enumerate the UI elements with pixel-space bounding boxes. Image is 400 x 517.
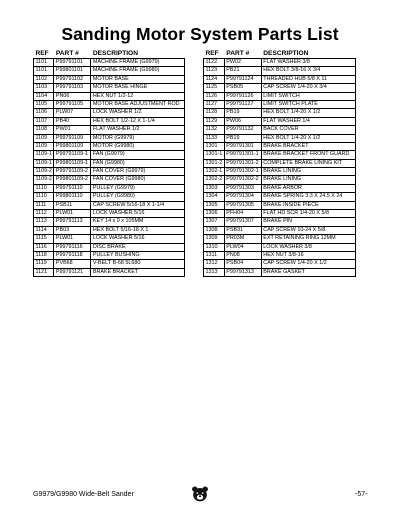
description-cell: MOTOR BASE HINGE: [91, 84, 185, 92]
ref-cell: 1110: [34, 193, 54, 201]
description-cell: MOTOR BASE ADJUSTMENT ROD: [91, 100, 185, 108]
part-number-cell: PB40: [54, 117, 91, 125]
description-cell: MOTOR BASE: [91, 75, 185, 83]
description-column-header: DESCRIPTION: [263, 50, 309, 58]
description-cell: PULLEY (G9980): [91, 193, 185, 201]
part-number-cell: PSB05: [224, 84, 261, 92]
part-number-cell: PB03: [54, 226, 91, 234]
footer-model-name: G9979/G9980 Wide-Belt Sander: [33, 491, 134, 498]
table-row: [204, 134, 356, 142]
description-cell: CAP SCREW 5/16-18 X 1-1/4: [91, 201, 185, 209]
ref-cell: 1116: [34, 243, 54, 251]
description-cell: MACHINE FRAME (G9980): [91, 67, 185, 75]
description-cell: BRAKE PIN: [261, 218, 355, 226]
ref-column-header: REF: [35, 50, 49, 58]
part-number-cell: PSB11: [54, 201, 91, 209]
part-number-cell: P99791116: [54, 243, 91, 251]
table-row: [204, 235, 356, 243]
ref-cell: 1125: [204, 84, 225, 92]
ref-cell: 1108: [34, 126, 54, 134]
table-row: [34, 126, 185, 134]
ref-cell: 1301-2: [205, 159, 223, 166]
table-row: [34, 218, 185, 226]
part-number-cell: P99791303: [224, 184, 261, 192]
ref-cell: 1115: [34, 235, 54, 243]
description-cell: HEX NUT 3/8-16: [261, 251, 355, 259]
description-cell: LOCK WASHER 3/8: [261, 243, 355, 251]
ref-cell: 1303: [204, 184, 225, 192]
part-number-cell: PVB68: [54, 260, 91, 268]
ref-cell: 1308: [204, 226, 225, 234]
table-row: [34, 134, 185, 142]
ref-cell: 1118: [34, 251, 54, 259]
table-row: [204, 92, 356, 100]
ref-cell: 1127: [204, 100, 225, 108]
table-row: [204, 59, 356, 67]
table-row: [34, 117, 185, 125]
part-number-cell: P99791301-1: [224, 151, 261, 159]
ref-cell: 1302-2: [205, 176, 223, 183]
table-row: [34, 75, 185, 83]
parts-table-left-body: [34, 59, 185, 277]
description-cell: EXT RETAINING RING 12MM: [261, 235, 355, 243]
part-number-cell: P99791109: [54, 134, 91, 142]
description-cell: MOTOR (G9979): [91, 134, 185, 142]
bear-head-logo-icon: [191, 485, 209, 503]
part-number-cell: P99801101: [54, 67, 91, 75]
description-cell: CAP SCREW 10-24 X 5/8: [261, 226, 355, 234]
ref-cell: 1312: [204, 260, 225, 268]
ref-cell: 1313: [204, 268, 225, 276]
part-number-cell: PB19: [224, 134, 261, 142]
part-number-cell: PR03M: [224, 235, 261, 243]
table-row: [204, 109, 356, 117]
ref-cell: 1123: [204, 67, 225, 75]
description-cell: CAP SCREW 1/4-20 X 1/2: [261, 260, 355, 268]
description-cell: COMPLETE BRAKE LINING KIT: [261, 159, 355, 167]
table-row: [34, 84, 185, 92]
description-cell: HEX BOLT 1/4-20 X 1/2: [261, 109, 355, 117]
table-row: [34, 176, 185, 184]
ref-cell: 1121: [34, 268, 54, 276]
parts-table-right-body: [204, 59, 356, 277]
table-row: [34, 210, 185, 218]
part-column-header: PART #: [55, 50, 79, 58]
part-number-cell: P99791105: [54, 100, 91, 108]
description-cell: BRAKE GASKET: [261, 268, 355, 276]
part-number-cell: PLW01: [54, 210, 91, 218]
table-row: [34, 251, 185, 259]
description-cell: HEX BOLT 5/16-18 X 1: [91, 226, 185, 234]
ref-cell: 1301: [204, 142, 225, 150]
ref-cell: 1111: [34, 201, 54, 209]
ref-column-header: REF: [205, 50, 219, 58]
ref-cell: 1307: [204, 218, 225, 226]
description-cell: CAP SCREW 1/4-20 X 3/4: [261, 84, 355, 92]
part-number-cell: PN08: [224, 251, 261, 259]
ref-cell: 1109-1: [35, 151, 52, 158]
ref-cell: 1113: [34, 218, 54, 226]
description-cell: LOCK WASHER 1/2: [91, 109, 185, 117]
description-cell: HEX BOLT 3/8-16 X 3/4: [261, 67, 355, 75]
ref-cell: 1301-1: [205, 151, 223, 158]
part-number-cell: P99791118: [54, 251, 91, 259]
part-number-cell: PB19: [224, 109, 261, 117]
parts-table-right: [203, 48, 356, 277]
part-number-cell: P99791127: [224, 100, 261, 108]
description-cell: FAN (G9980): [91, 159, 185, 167]
table-row: [34, 235, 185, 243]
ref-cell: 1309: [204, 235, 225, 243]
ref-cell: 1110: [34, 184, 54, 192]
table-row: [204, 159, 356, 167]
part-number-cell: PFH04: [224, 210, 261, 218]
ref-cell: 1306: [204, 210, 225, 218]
part-number-cell: P99791301: [224, 142, 261, 150]
ref-cell: 1109: [34, 134, 54, 142]
table-row: [34, 142, 185, 150]
part-number-cell: PW01: [54, 126, 91, 134]
description-cell: BRAKE LINING: [261, 176, 355, 184]
ref-cell: 1124: [204, 75, 225, 83]
description-cell: LOCK WASHER 5/16: [91, 210, 185, 218]
table-row: [204, 75, 356, 83]
ref-cell: 1126: [204, 92, 225, 100]
description-cell: BRAKE BRACKET FRONT GUARD: [261, 151, 355, 159]
ref-cell: 1109-2: [35, 176, 52, 183]
ref-cell: 1310: [204, 243, 225, 251]
table-row: [34, 201, 185, 209]
table-row: [204, 126, 356, 134]
table-row: [204, 201, 356, 209]
part-number-cell: P99791109-2: [54, 168, 91, 176]
table-row: [34, 268, 185, 276]
ref-cell: 1106: [34, 109, 54, 117]
part-number-cell: PW02: [224, 59, 261, 67]
table-row: [34, 226, 185, 234]
part-number-cell: PLW01: [54, 235, 91, 243]
ref-cell: 1305: [204, 201, 225, 209]
description-cell: BRAKE SPRING 3.3 X 24.5 X 24: [261, 193, 355, 201]
table-row: [204, 168, 356, 176]
ref-cell: 1103: [34, 84, 54, 92]
table-row: [204, 226, 356, 234]
table-row: [34, 243, 185, 251]
description-cell: LIMIT SWITCH PLATE: [261, 100, 355, 108]
ref-cell: 1101: [34, 59, 54, 67]
ref-cell: 1109: [34, 142, 54, 150]
table-header-row: [34, 48, 185, 59]
part-number-cell: P99801109-2: [54, 176, 91, 184]
part-number-cell: P99791101: [54, 59, 91, 67]
description-cell: BRAKE ARBOR: [261, 184, 355, 192]
table-row: [204, 176, 356, 184]
part-number-cell: P99791313: [224, 268, 261, 276]
page-title: Sanding Motor System Parts List: [61, 24, 339, 44]
part-number-cell: P99791305: [224, 201, 261, 209]
description-cell: HEX BOLT 1/2-12 X 1-1/4: [91, 117, 185, 125]
table-row: [34, 168, 185, 176]
table-row: [204, 268, 356, 276]
description-cell: MOTOR (G9980): [91, 142, 185, 150]
ref-cell: 1132: [204, 126, 225, 134]
description-cell: BRAKE BRACKET: [261, 142, 355, 150]
ref-cell: 1112: [34, 210, 54, 218]
table-row: [204, 67, 356, 75]
part-number-cell: P99791304: [224, 193, 261, 201]
description-cell: BACK COVER: [261, 126, 355, 134]
description-cell: FLAT HD SCR 1/4-20 X 5/8: [261, 210, 355, 218]
part-number-cell: PN06: [54, 92, 91, 100]
table-row: [204, 218, 356, 226]
description-cell: HEX BOLT 1/4-20 X 1/2: [261, 134, 355, 142]
description-cell: MACHINE FRAME (G9979): [91, 59, 185, 67]
description-cell: LOCK WASHER 5/16: [91, 235, 185, 243]
ref-cell: 1107: [34, 117, 54, 125]
part-number-cell: P99791302-1: [224, 168, 261, 176]
description-cell: BRAKE BRACKET: [91, 268, 185, 276]
part-number-cell: P99791132: [224, 126, 261, 134]
ref-cell: 1114: [34, 226, 54, 234]
part-number-cell: P99801109-1: [54, 159, 91, 167]
table-row: [204, 84, 356, 92]
part-number-cell: P99791102: [54, 75, 91, 83]
ref-cell: 1101: [34, 67, 54, 75]
table-row: [204, 251, 356, 259]
part-number-cell: PB21: [224, 67, 261, 75]
part-number-cell: PSB04: [224, 260, 261, 268]
part-number-cell: P99791307: [224, 218, 261, 226]
part-number-cell: PW06: [224, 117, 261, 125]
table-row: [34, 109, 185, 117]
table-row: [204, 243, 356, 251]
description-cell: HEX NUT 1/2-12: [91, 92, 185, 100]
table-row: [34, 100, 185, 108]
part-column-header: PART #: [226, 50, 250, 58]
part-number-cell: P99791109-1: [54, 151, 91, 159]
table-row: [34, 59, 185, 67]
description-cell: BRAKE INSIDE PIECE: [261, 201, 355, 209]
table-row: [204, 184, 356, 192]
description-cell: PULLEY BUSHING: [91, 251, 185, 259]
table-row: [34, 184, 185, 192]
description-cell: FLAT WASHER 1/2: [91, 126, 185, 134]
ref-cell: 1304: [204, 193, 225, 201]
description-cell: THREADED HUB 5/8 X 11: [261, 75, 355, 83]
ref-cell: 1302-1: [205, 168, 223, 175]
part-number-cell: PLW07: [54, 109, 91, 117]
table-row: [204, 151, 356, 159]
part-number-cell: P99791121: [54, 268, 91, 276]
description-cell: FLAT WASHER 1/4: [261, 117, 355, 125]
part-number-cell: P99801110: [54, 193, 91, 201]
description-cell: DISC BRAKE: [91, 243, 185, 251]
ref-cell: 1122: [204, 59, 225, 67]
table-row: [204, 193, 356, 201]
description-cell: FLAT WASHER 3/8: [261, 59, 355, 67]
table-row: [204, 210, 356, 218]
description-cell: FAN COVER (G9979): [91, 168, 185, 176]
table-row: [34, 159, 185, 167]
part-number-cell: P99791113: [54, 218, 91, 226]
ref-cell: 1105: [34, 100, 54, 108]
page-number: -57-: [355, 491, 368, 498]
table-header-row: [204, 48, 356, 59]
table-row: [34, 193, 185, 201]
table-row: [34, 151, 185, 159]
description-cell: LIMIT SWITCH: [261, 92, 355, 100]
parts-table-left: [33, 48, 185, 277]
part-number-cell: P99801109: [54, 142, 91, 150]
ref-cell: 1109-2: [35, 168, 52, 175]
description-cell: BRAKE LINING: [261, 168, 355, 176]
table-row: [204, 100, 356, 108]
description-cell: FAN COVER (G9980): [91, 176, 185, 184]
table-row: [204, 260, 356, 268]
part-number-cell: PLW04: [224, 243, 261, 251]
description-cell: PULLEY (G9979): [91, 184, 185, 192]
ref-cell: 1311: [204, 251, 225, 259]
table-row: [204, 117, 356, 125]
part-number-cell: P99791301-2: [224, 159, 261, 167]
description-cell: KEY 14 x 9 x 105MM: [91, 218, 185, 226]
ref-cell: 1129: [204, 117, 225, 125]
ref-cell: 1104: [34, 92, 54, 100]
ref-cell: 1128: [204, 109, 225, 117]
table-row: [34, 67, 185, 75]
ref-cell: 1109-1: [35, 159, 52, 166]
table-row: [34, 260, 185, 268]
part-number-cell: P99791103: [54, 84, 91, 92]
part-number-cell: P99791302-2: [224, 176, 261, 184]
description-column-header: DESCRIPTION: [92, 50, 138, 58]
part-number-cell: PSB31: [224, 226, 261, 234]
part-number-cell: P99791110: [54, 184, 91, 192]
description-cell: V-BELT B-68 5L680: [91, 260, 185, 268]
ref-cell: 1119: [34, 260, 54, 268]
table-row: [34, 92, 185, 100]
description-cell: FAN (G9979): [91, 151, 185, 159]
ref-cell: 1133: [204, 134, 225, 142]
ref-cell: 1102: [34, 75, 54, 83]
part-number-cell: P99791126: [224, 92, 261, 100]
part-number-cell: P99791124: [224, 75, 261, 83]
table-row: [204, 142, 356, 150]
